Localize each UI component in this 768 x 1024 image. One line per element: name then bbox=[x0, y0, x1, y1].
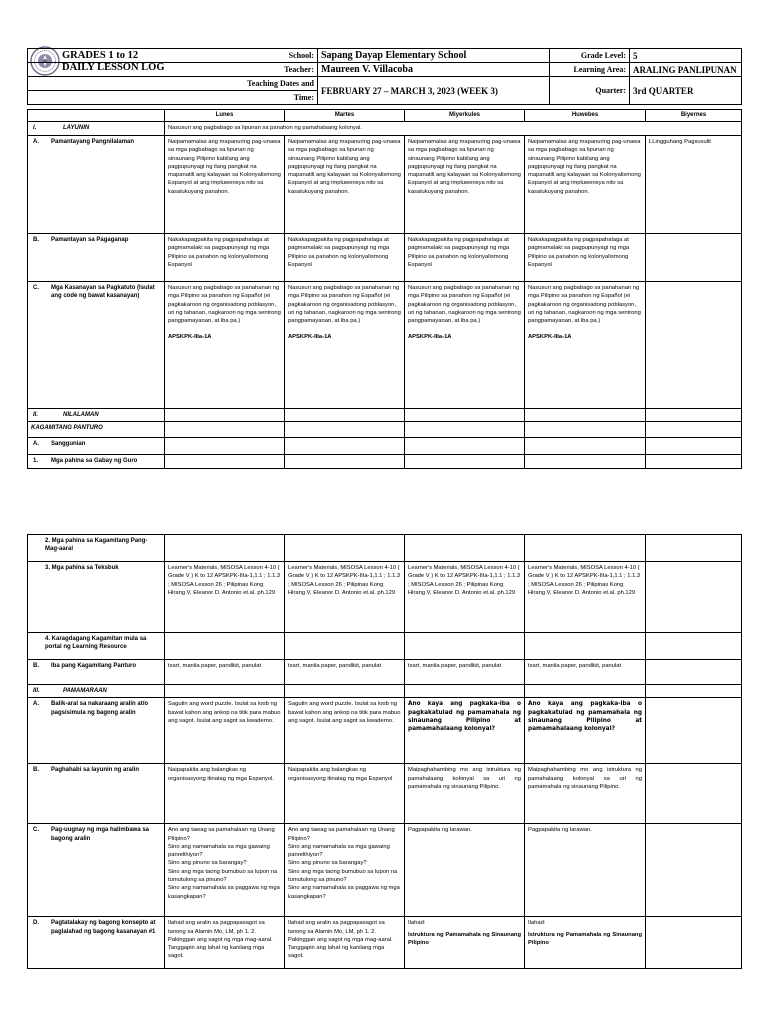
empty-cell bbox=[285, 535, 405, 562]
pagtatalakay-huwebes bbox=[525, 917, 646, 969]
header-info-table bbox=[27, 48, 742, 105]
iba-pang-lunes: tsart, manila paper, pandikit, panulat bbox=[165, 660, 285, 685]
empty-cell bbox=[165, 422, 285, 438]
pagkatuto-text: Nasusuri ang pagbabago sa panahanan ng mga Pilipino sa panahon ng Español (ei pagkakaroon ng organisadong poblasyon, uri ng tahanan, nagkaroon ng mga sentrong pangpamayanan, at iba pa.) bbox=[168, 285, 281, 325]
pagkatuto-row bbox=[28, 282, 742, 409]
title-line-1: GRADES 1 to 12 bbox=[62, 50, 139, 61]
empty-cell bbox=[646, 824, 742, 917]
pagganap-huwebes: Nakakapagpakita ng pagpapahalaga at pagmamalaki sa pagpupunyagi ng mga Pilipino sa panahon ng kolonyalismong Espanyol bbox=[525, 234, 646, 282]
paghahabi-huwebes: Maipaghahambing mo ang istruktura ng pamahalaang kolonyal sa uri ng pamamahala ng sinaunang Pilipino. bbox=[525, 764, 646, 824]
empty-cell bbox=[525, 455, 646, 468]
pagkatuto-miyerkules bbox=[405, 282, 525, 409]
sanggunian-row bbox=[28, 438, 742, 455]
empty-cell bbox=[525, 685, 646, 698]
teksbuk-label: 3. Mga pahina sa Teksbuk bbox=[45, 565, 119, 571]
learning-area-label: Learning Area: bbox=[550, 63, 630, 77]
paghahabi-label: Paghahabi sa layunin ng aralin bbox=[51, 767, 140, 774]
layunin-text: Nasusuri ang pagbabago sa lipunan sa panahon ng pamahalaang kolonyal. bbox=[165, 122, 742, 136]
pagkatuto-text: Nasusuri ang pagbabago sa panahanan ng mga Pilipino sa panahon ng Español (ei pagkakaroon ng organisadong poblasyon, uri ng tahanan, nagkaroon ng mga sentrong pangpamayanan, at iba pa.) bbox=[408, 285, 521, 325]
empty-cell bbox=[646, 438, 742, 455]
empty-cell bbox=[285, 685, 405, 698]
empty-cell bbox=[525, 409, 646, 422]
question-2: Sino ang namamahala sa mga gawaing panrelihiyon? bbox=[168, 843, 270, 859]
pagkatuto-biyernes bbox=[646, 282, 742, 409]
pamamaraan-num: III. bbox=[33, 688, 40, 694]
pagganap-lunes: Nakakapagpakita ng pagpapahalaga at pagmamalaki sa pagpupunyagi ng mga Pilipino sa panahon ng kolonyalismong Espanyol bbox=[165, 234, 285, 282]
corner-cell bbox=[28, 110, 165, 122]
pagkatuto-label: Mga Kasanayan sa Pagkatuto (Isulat ang code ng bawat kasanayan) bbox=[51, 285, 155, 300]
pagkatuto-label-cell bbox=[28, 282, 165, 409]
pagtatalakay-num: D. bbox=[33, 920, 39, 927]
pangnilalaman-row bbox=[28, 136, 742, 234]
empty-cell bbox=[165, 685, 285, 698]
pagkatuto-code: APSKPK-IIIa-1A bbox=[528, 334, 572, 341]
pag-uugnay-martes bbox=[285, 824, 405, 917]
balik-aral-huwebes: Ano kaya ang pagkaka-iba o pagkakatulad ng pamamahala ng sinaunang Pilipino at pamamahalaang kolonyal? bbox=[525, 698, 646, 764]
pagkatuto-martes bbox=[285, 282, 405, 409]
lesson-table-page-1 bbox=[27, 109, 742, 469]
dates-row-1 bbox=[28, 77, 742, 91]
pagganap-num: B. bbox=[33, 237, 39, 243]
dates-value: FEBRUARY 27 – MARCH 3, 2023 (WEEK 3) bbox=[318, 77, 550, 105]
pangnilalaman-label-cell bbox=[28, 136, 165, 234]
empty-cell bbox=[285, 633, 405, 660]
empty-cell bbox=[165, 633, 285, 660]
day-huwebes: Huwebes bbox=[525, 110, 646, 122]
question-5: Sino ang namamahala sa paggawa ng mga kasangkapan? bbox=[168, 885, 280, 900]
empty-cell bbox=[405, 455, 525, 468]
sanggunian-label-cell bbox=[28, 438, 165, 455]
quarter-label: Quarter: bbox=[550, 77, 630, 105]
nilalaman-label: NILALAMAN bbox=[63, 412, 99, 418]
balik-aral-num: A. bbox=[33, 701, 39, 708]
kagamitang-pang-aaral-cell bbox=[28, 535, 165, 562]
pangnilalaman-label: Pamantayang Pangnilalaman bbox=[51, 139, 135, 145]
empty-cell bbox=[646, 660, 742, 685]
teacher-label: Teacher: bbox=[28, 63, 318, 77]
layunin-label-cell bbox=[28, 122, 165, 136]
grade-level-label: Grade Level: bbox=[550, 49, 630, 63]
empty-cell bbox=[165, 455, 285, 468]
dates-label-2: Time: bbox=[28, 91, 318, 105]
balik-aral-miyerkules: Ano kaya ang pagkaka-iba o pagkakatulad ng pamamahala ng sinaunang Pilipino at pamamahalaang kolonyal? bbox=[405, 698, 525, 764]
empty-cell bbox=[405, 685, 525, 698]
kagamitan-label: KAGAMITANG PANTURO bbox=[28, 422, 165, 438]
balik-aral-martes: Sagutin ang word puzzle. Isulat sa loob ng bawat kahon ang ankop na titik para mabuo ang sagot. Isulat ang sagot sa kwaderno. bbox=[285, 698, 405, 764]
pangnilalaman-num: A. bbox=[33, 139, 39, 145]
karagdagang-cell bbox=[28, 633, 165, 660]
layunin-num: I. bbox=[33, 125, 37, 131]
pamamaraan-label: PAMAMARAAN bbox=[63, 688, 107, 694]
pag-uugnay-row bbox=[28, 824, 742, 917]
empty-cell bbox=[646, 633, 742, 660]
lesson-table-page-2 bbox=[27, 534, 742, 969]
empty-cell bbox=[646, 455, 742, 468]
day-martes: Martes bbox=[285, 110, 405, 122]
question-4: Sino ang mga taong bumubuo sa lupon na tumutulong sa pinuno? bbox=[288, 868, 398, 884]
empty-cell bbox=[165, 535, 285, 562]
istruktura-text: Istruktura ng Pamamahala ng Sinaunang Pilipino bbox=[408, 931, 521, 946]
empty-cell bbox=[646, 562, 742, 633]
ilahad-label: Ilahad: bbox=[408, 920, 426, 927]
pagganap-row bbox=[28, 234, 742, 282]
empty-cell bbox=[646, 535, 742, 562]
pagtatalakay-label-cell bbox=[28, 917, 165, 969]
teksbuk-miyerkules: Learner's Materials, MISOSA Lesson 4-10 ( Grade V ) K to 12 APSKPK-IIIa-1,1.1 ; 1.1.3 ; MISOSA Lesson 26 ; Pilipinas Kong Hirang V, Eleanor D. Antonio et.al. ph.129 bbox=[405, 562, 525, 633]
pagtatalakay-martes: Ilahad ang aralin sa pagpapasagot sa tanong sa Alamin Mo, LM, ph 1. 2. Pakinggan ang sagot ng mga mag-aaral. Tanggapin ang lahat ng kanilang mga sagot. bbox=[285, 917, 405, 969]
empty-cell bbox=[646, 422, 742, 438]
pagganap-label: Pamantayan sa Pagaganap bbox=[51, 237, 129, 243]
title-line-2: DAILY LESSON LOG bbox=[62, 62, 165, 73]
dates-label-1: Teaching Dates and bbox=[28, 77, 318, 91]
pag-uugnay-label-cell bbox=[28, 824, 165, 917]
pagganap-label-cell bbox=[28, 234, 165, 282]
pag-uugnay-lunes bbox=[165, 824, 285, 917]
balik-aral-label-cell bbox=[28, 698, 165, 764]
grade-level-value: 5 bbox=[630, 49, 742, 63]
gabay-num: 1. bbox=[33, 458, 39, 465]
school-row bbox=[28, 49, 742, 63]
empty-cell bbox=[646, 698, 742, 764]
day-biyernes: Biyernes bbox=[646, 110, 742, 122]
teacher-row bbox=[28, 63, 742, 77]
empty-cell bbox=[525, 422, 646, 438]
paghahabi-martes: Naipapakita ang balangkas ng organisasyong itinatag ng mga Espanyol bbox=[285, 764, 405, 824]
pamamaraan-row bbox=[28, 685, 742, 698]
pagkatuto-code: APSKPK-IIIa-1A bbox=[288, 334, 332, 341]
empty-cell bbox=[285, 409, 405, 422]
pagtatalakay-lunes: Ilahad ang aralin sa pagpapasagot sa tanong sa Alamin Mo, LM, ph 1. 2. Pakinggan ang sagot ng mga mag-aaral. Tanggapin ang lahat ng kanilang mga sagot. bbox=[165, 917, 285, 969]
pagkatuto-huwebes bbox=[525, 282, 646, 409]
iba-pang-huwebes: tsart, manila paper, pandikit, panulat bbox=[525, 660, 646, 685]
school-label: School: bbox=[28, 49, 318, 63]
question-1: Ano ang tawag sa pamahalaan ng Unang Pilipino? bbox=[288, 827, 395, 842]
empty-cell bbox=[405, 422, 525, 438]
pagtatalakay-row bbox=[28, 917, 742, 969]
pangnilalaman-huwebes: Naipamamalas ang mapanuring pag-unawa sa mga pagbabago sa lipunan ng sinaunang Pilipino kabilang ang pagpupunyagi ng ilang pangkat na mapanatili ang kalayaan sa Kolonyalismong Espanyol at ang impluwensya nito sa kasalukuyang panahon. bbox=[525, 136, 646, 234]
gabay-label: Mga pahina sa Gabay ng Guro bbox=[51, 458, 138, 465]
paghahabi-label-cell bbox=[28, 764, 165, 824]
pagkatuto-text: Nasusuri ang pagbabago sa panahanan ng mga Pilipino sa panahon ng Español (ei pagkakaroon ng organisadong poblasyon, uri ng tahanan, nagkaroon ng mga sentrong pangpamayanan, at iba pa.) bbox=[288, 285, 401, 325]
nilalaman-label-cell bbox=[28, 409, 165, 422]
layunin-label: LAYUNIN bbox=[63, 125, 90, 131]
balik-aral-lunes: Sagutin ang word puzzle. Isulat sa loob ng bawat kahon ang ankop na titik para mabuo ang sagot. Isulat ang sagot sa kwaderno. bbox=[165, 698, 285, 764]
pangnilalaman-biyernes: LLingguhang Pagsusulit bbox=[646, 136, 742, 234]
question-4: Sino ang mga taong bumubuo sa lupon na tumutulong sa pinuno? bbox=[168, 868, 278, 884]
empty-cell bbox=[646, 685, 742, 698]
empty-cell bbox=[165, 438, 285, 455]
layunin-row bbox=[28, 122, 742, 136]
teksbuk-cell bbox=[28, 562, 165, 633]
pagtatalakay-label: Pagtatalakay ng bagong konsepto at paglalahad ng bagong kasanayan #1 bbox=[51, 920, 156, 935]
pagganap-miyerkules: Nakakapagpakita ng pagpapahalaga at pagmamalaki sa pagpupunyagi ng mga Pilipino sa panahon ng kolonyalismong Espanyol bbox=[405, 234, 525, 282]
teksbuk-lunes: Learner's Materials, MISOSA Lesson 4-10 ( Grade V ) K to 12 APSKPK-IIIa-1,1.1 ; 1.1.3 ; MISOSA Lesson 26 ; Pilipinas Kong Hirang V, Eleanor D. Antonio et.al. ph.129 bbox=[165, 562, 285, 633]
pagtatalakay-miyerkules bbox=[405, 917, 525, 969]
pangnilalaman-martes: Naipamamalas ang mapanuring pag-unawa sa mga pagbabago sa lipunan ng sinaunang Pilipino kabilang ang pagpupunyagi ng ilang pangkat na mapanatili ang kalayaan sa Kolonyalismong Espanyol at ang impluwensya nito sa kasalukuyang panahon. bbox=[285, 136, 405, 234]
day-miyerkules: Miyerkules bbox=[405, 110, 525, 122]
pagkatuto-num: C. bbox=[33, 285, 39, 291]
empty-cell bbox=[525, 438, 646, 455]
question-3: Sino ang pinuno sa barangay? bbox=[288, 860, 367, 867]
pangnilalaman-miyerkules: Naipamamalas ang mapanuring pag-unawa sa mga pagbabago sa lipunan ng sinaunang Pilipino kabilang ang pagpupunyagi ng ilang pangkat na mapanatili ang kalayaan sa Kolonyalismong Espanyol at ang impluwensya nito sa kasalukuyang panahon. bbox=[405, 136, 525, 234]
paghahabi-row bbox=[28, 764, 742, 824]
pagkatuto-code: APSKPK-IIIa-1A bbox=[168, 334, 212, 341]
iba-pang-label: Iba pang Kagamitang Panturo bbox=[51, 663, 137, 669]
istruktura-text: Istruktura ng Pamamahala ng Sinaunang Pilipino bbox=[528, 931, 642, 946]
kagamitang-pang-aaral-label: 2. Mga pahina sa Kagamitang Pang-Mag-aaral bbox=[45, 538, 148, 553]
kagamitan-row bbox=[28, 422, 742, 438]
pagganap-biyernes bbox=[646, 234, 742, 282]
days-header-row bbox=[28, 110, 742, 122]
pagkatuto-text: Nasusuri ang pagbabago sa panahanan ng mga Pilipino sa panahon ng Español (ei pagkakaroon ng organisadong poblasyon, uri ng tahanan, nagkaroon ng mga sentrong pangpamayanan, at iba pa.) bbox=[528, 285, 641, 325]
empty-cell bbox=[405, 409, 525, 422]
iba-pang-label-cell bbox=[28, 660, 165, 685]
empty-cell bbox=[285, 438, 405, 455]
pagganap-martes: Nakakapagpakita ng pagpapahalaga at pagmamalaki sa pagpupunyagi ng mga Pilipino sa panahon ng kolonyalismong Espanyol bbox=[285, 234, 405, 282]
karagdagang-row bbox=[28, 633, 742, 660]
teksbuk-martes: Learner's Materials, MISOSA Lesson 4-10 ( Grade V ) K to 12 APSKPK-IIIa-1,1.1 ; 1.1.3 ; MISOSA Lesson 26 ; Pilipinas Kong Hirang V, Eleanor D. Antonio et.al. ph.129 bbox=[285, 562, 405, 633]
nilalaman-row bbox=[28, 409, 742, 422]
pangnilalaman-lunes: Naipamamalas ang mapanuring pag-unawa sa mga pagbabago sa lipunan ng sinaunang Pilipino kabilang ang pagpupunyagi ng ilang pangkat na mapanatili ang kalayaan sa Kolonyalismong Espanyol at ang impluwensya nito sa kasalukuyang panahon. bbox=[165, 136, 285, 234]
sanggunian-label: Sanggunian bbox=[51, 441, 86, 448]
empty-cell bbox=[405, 535, 525, 562]
quarter-value: 3rd QUARTER bbox=[630, 77, 742, 105]
teksbuk-row bbox=[28, 562, 742, 633]
pagkatuto-lunes bbox=[165, 282, 285, 409]
question-1: Ano ang tawag sa pamahalaan ng Unang Pilipino? bbox=[168, 827, 275, 842]
ilahad-label: Ilahad: bbox=[528, 920, 546, 927]
paghahabi-miyerkules: Maipaghahambing mo ang istruktura ng pamahalaang kolonyal sa uri ng pamamahala ng sinaunang Pilipino. bbox=[405, 764, 525, 824]
pag-uugnay-label: Pag-uugnay ng mga halimbawa sa bagong aralin bbox=[51, 827, 150, 842]
empty-cell bbox=[646, 409, 742, 422]
question-5: Sino ang namamahala sa paggawa ng mga kasangkapan? bbox=[288, 885, 400, 900]
iba-pang-miyerkules: tsart, manila paper, pandikit, panulat bbox=[405, 660, 525, 685]
empty-cell bbox=[405, 438, 525, 455]
iba-pang-row bbox=[28, 660, 742, 685]
balik-aral-row bbox=[28, 698, 742, 764]
question-2: Sino ang namamahala sa mga gawaing panrelihiyon? bbox=[288, 843, 390, 859]
kagamitang-pang-aaral-row bbox=[28, 535, 742, 562]
pag-uugnay-num: C. bbox=[33, 827, 39, 834]
empty-cell bbox=[525, 535, 646, 562]
teksbuk-huwebes: Learner's Materials, MISOSA Lesson 4-10 ( Grade V ) K to 12 APSKPK-IIIa-1,1.1 ; 1.1.3 ; MISOSA Lesson 26 ; Pilipinas Kong Hirang V, Eleanor D. Antonio et.al. ph.129 bbox=[525, 562, 646, 633]
empty-cell bbox=[165, 409, 285, 422]
balik-aral-label: Balik-aral sa nakaraang aralin at/o pagsisimula ng bagong aralin bbox=[51, 701, 149, 716]
gabay-label-cell bbox=[28, 455, 165, 468]
paghahabi-num: B. bbox=[33, 767, 39, 774]
iba-pang-martes: tsart, manila paper, pandikit, panulat bbox=[285, 660, 405, 685]
empty-cell bbox=[525, 633, 646, 660]
empty-cell bbox=[646, 917, 742, 969]
empty-cell bbox=[646, 764, 742, 824]
nilalaman-num: II. bbox=[33, 412, 39, 418]
empty-cell bbox=[285, 455, 405, 468]
iba-pang-num: B. bbox=[33, 663, 39, 669]
teacher-value: Maureen V. Villacoba bbox=[318, 63, 550, 77]
learning-area-value: ARALING PANLIPUNAN bbox=[630, 63, 742, 77]
gabay-row bbox=[28, 455, 742, 468]
empty-cell bbox=[405, 633, 525, 660]
pag-uugnay-miyerkules: Pagpapakita ng larawan. bbox=[405, 824, 525, 917]
day-lunes: Lunes bbox=[165, 110, 285, 122]
paghahabi-lunes: Naipapakita ang balangkas ng organisasyong itinatag ng mga Espanyol. bbox=[165, 764, 285, 824]
school-value: Sapang Dayap Elementary School bbox=[318, 49, 550, 63]
karagdagang-label: 4. Karagdagang Kagamitan mula sa portal ng Learning Resource bbox=[45, 636, 147, 651]
pag-uugnay-huwebes: Pagpapakita ng larawan. bbox=[525, 824, 646, 917]
pagkatuto-code: APSKPK-IIIa-1A bbox=[408, 334, 452, 341]
sanggunian-num: A. bbox=[33, 441, 39, 448]
question-3: Sino ang pinuno sa barangay? bbox=[168, 860, 247, 867]
empty-cell bbox=[285, 422, 405, 438]
pamamaraan-label-cell bbox=[28, 685, 165, 698]
